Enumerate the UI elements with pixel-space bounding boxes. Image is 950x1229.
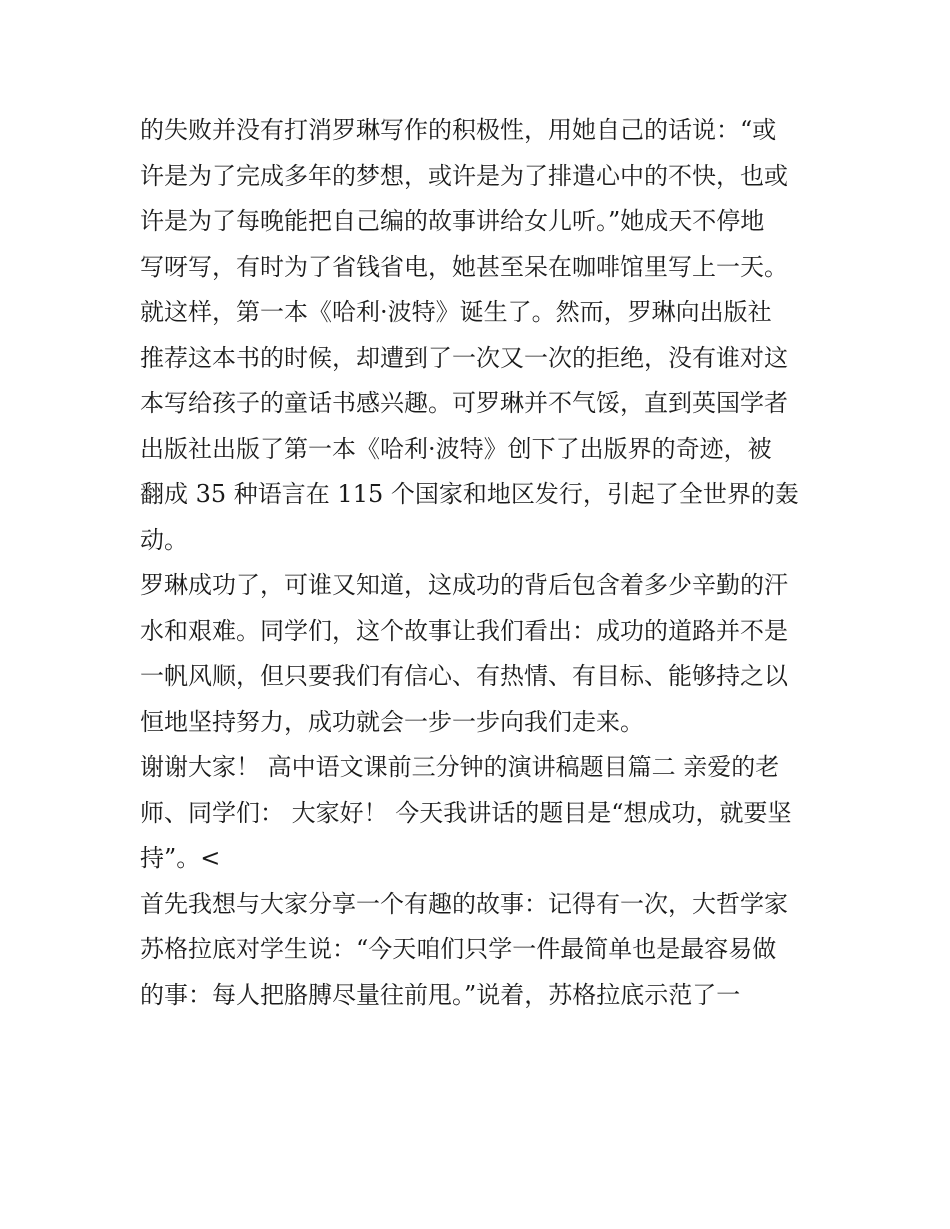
text-line: 苏格拉底对学生说：“今天咱们只学一件最简单也是最容易做 bbox=[140, 935, 777, 963]
text-line: 就这样，第一本《哈利·波特》诞生了。然而，罗琳向出版社 bbox=[140, 298, 772, 326]
text-line: 一帆风顺，但只要我们有信心、有热情、有目标、能够持之以 bbox=[140, 662, 788, 690]
text-line: 水和艰难。同学们，这个故事让我们看出：成功的道路并不是 bbox=[140, 616, 788, 645]
body-text bbox=[140, 108, 830, 1018]
text-line: 首先我想与大家分享一个有趣的故事：记得有一次，大哲学家 bbox=[140, 889, 788, 918]
text-line: 推荐这本书的时候，却遭到了一次又一次的拒绝，没有谁对这 bbox=[140, 343, 788, 372]
text-line: 许是为了每晚能把自己编的故事讲给女儿听。”她成天不停地 bbox=[140, 207, 765, 235]
text-line: 翻成 35 种语言在 115 个国家和地区发行，引起了全世界的轰 bbox=[140, 480, 799, 508]
text-line: 持”。< bbox=[140, 844, 221, 872]
text-line: 动。 bbox=[140, 525, 188, 554]
text-line: 本写给孩子的童话书感兴趣。可罗琳并不气馁，直到英国学者 bbox=[140, 389, 788, 417]
text-line: 写呀写，有时为了省钱省电，她甚至呆在咖啡馆里写上一天。 bbox=[140, 252, 788, 281]
text-line: 谢谢大家！ 高中语文课前三分钟的演讲稿题目篇二 亲爱的老 bbox=[140, 753, 780, 781]
text-line: 恒地坚持努力，成功就会一步一步向我们走来。 bbox=[140, 707, 644, 736]
text-line: 的事：每人把胳膊尽量往前甩。”说着，苏格拉底示范了一 bbox=[140, 980, 741, 1009]
text-line: 的失败并没有打消罗琳写作的积极性，用她自己的话说：“或 bbox=[140, 116, 777, 144]
text-line: 出版社出版了第一本《哈利·波特》创下了出版界的奇迹，被 bbox=[140, 434, 772, 463]
text-line: 师、同学们： 大家好！ 今天我讲话的题目是“想成功，就要坚 bbox=[140, 798, 792, 827]
text-line: 罗琳成功了，可谁又知道，这成功的背后包含着多少辛勤的汗 bbox=[140, 571, 788, 599]
text-line: 许是为了完成多年的梦想，或许是为了排遣心中的不快，也或 bbox=[140, 161, 788, 190]
